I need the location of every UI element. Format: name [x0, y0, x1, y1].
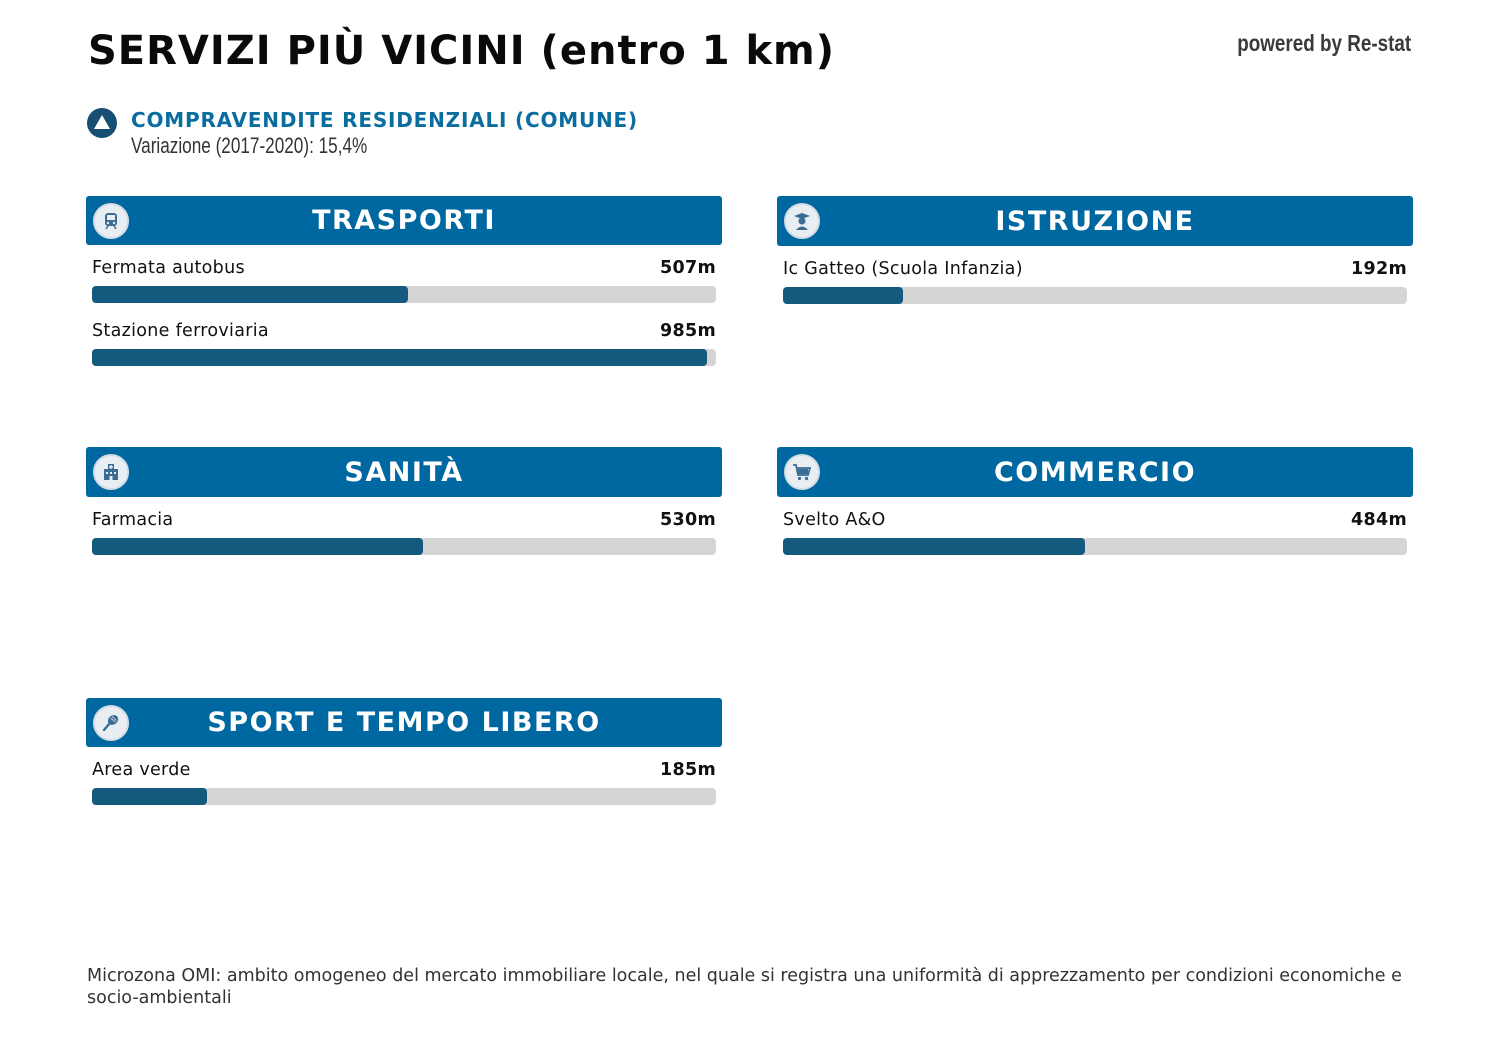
service-distance: 530m — [660, 510, 716, 530]
cart-icon — [784, 454, 820, 490]
card-trasporti — [86, 196, 722, 371]
service-item — [92, 747, 716, 810]
train-icon — [93, 203, 129, 239]
service-item — [783, 497, 1407, 560]
powered-by-logo: powered by Re-stat — [1237, 30, 1411, 56]
distance-bar-fill — [92, 788, 207, 805]
distance-bar-track — [92, 788, 716, 805]
service-item — [92, 497, 716, 560]
card-header — [777, 196, 1413, 246]
card-title: ISTRUZIONE — [995, 205, 1195, 237]
student-icon — [784, 203, 820, 239]
distance-bar-track — [92, 286, 716, 303]
service-item — [783, 246, 1407, 309]
service-name: Stazione ferroviaria — [92, 321, 269, 341]
distance-bar-fill — [92, 349, 707, 366]
service-item — [92, 245, 716, 308]
card-header — [86, 447, 722, 497]
service-distance: 985m — [660, 321, 716, 341]
triangle-up-icon — [87, 108, 117, 138]
footnote: Microzona OMI: ambito omogeneo del mercato immobiliare locale, nel quale si registra una uniformità di apprezzamento per condizioni economiche e socio-ambientali — [87, 966, 1402, 1008]
card-header — [86, 698, 722, 747]
service-name: Farmacia — [92, 510, 174, 530]
service-distance: 484m — [1351, 510, 1407, 530]
card-title: COMMERCIO — [993, 456, 1197, 488]
service-name: Svelto A&O — [783, 510, 886, 530]
distance-bar-track — [92, 349, 716, 366]
service-item — [92, 308, 716, 371]
distance-bar-fill — [92, 538, 423, 555]
card-commercio — [777, 447, 1413, 560]
card-sanita — [86, 447, 722, 560]
service-name: Fermata autobus — [92, 258, 245, 278]
card-istruzione — [777, 196, 1413, 309]
service-distance: 185m — [660, 760, 716, 780]
page-title: SERVIZI PIÙ VICINI (entro 1 km) — [88, 28, 836, 74]
service-distance: 192m — [1351, 259, 1407, 279]
tennis-racket-icon — [93, 705, 129, 741]
service-distance: 507m — [660, 258, 716, 278]
distance-bar-fill — [92, 286, 408, 303]
stat-subtitle: Variazione (2017-2020): 15,4% — [131, 133, 368, 158]
card-sport — [86, 698, 722, 810]
service-name: Ic Gatteo (Scuola Infanzia) — [783, 259, 1023, 279]
distance-bar-track — [92, 538, 716, 555]
card-title: TRASPORTI — [312, 205, 496, 236]
card-title: SANITÀ — [344, 456, 464, 488]
service-name: Area verde — [92, 760, 191, 780]
card-title: SPORT E TEMPO LIBERO — [207, 707, 601, 738]
distance-bar-fill — [783, 287, 903, 304]
distance-bar-fill — [783, 538, 1085, 555]
card-header — [86, 196, 722, 245]
hospital-icon — [93, 454, 129, 490]
distance-bar-track — [783, 538, 1407, 555]
stat-title: COMPRAVENDITE RESIDENZIALI (COMUNE) — [131, 108, 638, 132]
distance-bar-track — [783, 287, 1407, 304]
card-header — [777, 447, 1413, 497]
